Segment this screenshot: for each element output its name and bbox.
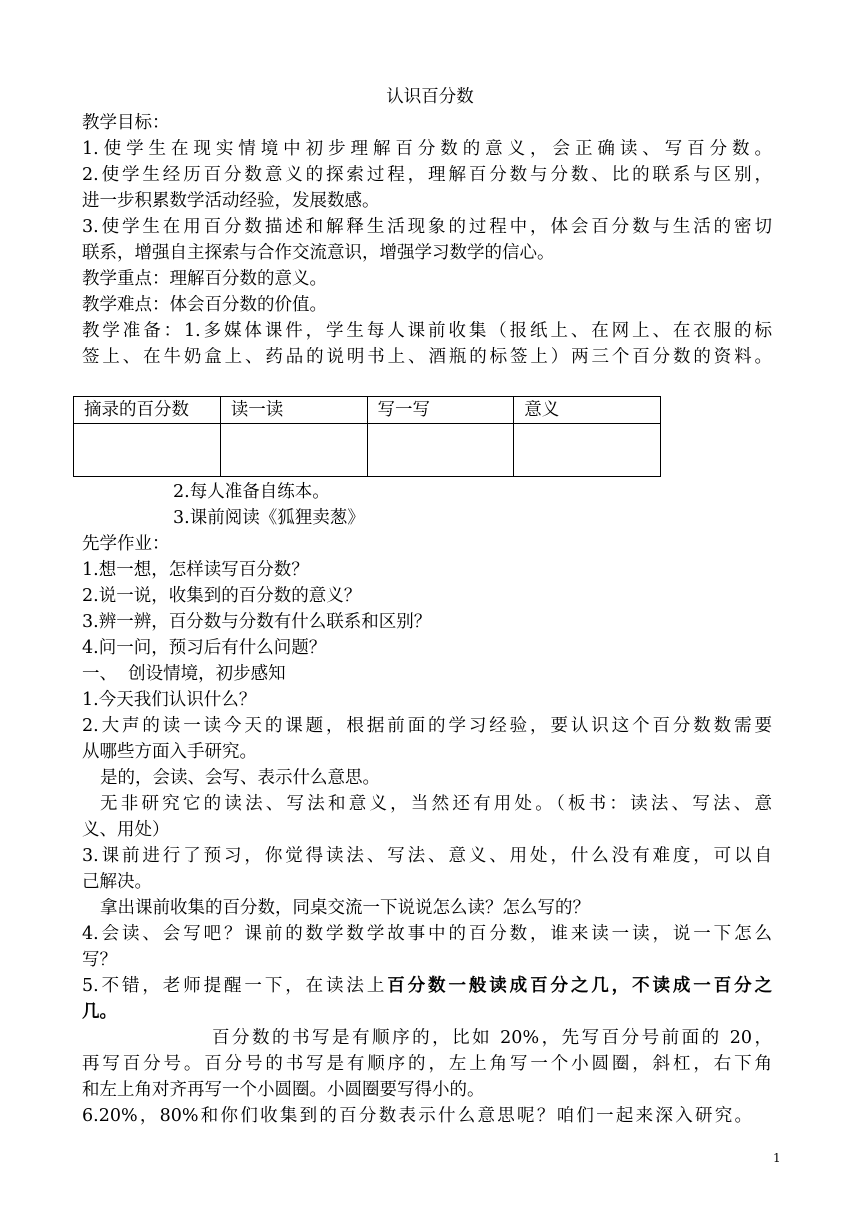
- body-line: 再写百分号。百分号的书写是有顺序的，左上角写一个小圆圈，斜杠，右下角: [82, 1054, 772, 1074]
- objective-line: 1.使学生在现实情境中初步理解百分数的意义，会正确读、写百分数。: [82, 139, 772, 159]
- objective-line: 联系，增强自主探索与合作交流意识，增强学习数学的信心。: [82, 243, 555, 263]
- preview-item: 4.问一问，预习后有什么问题？: [82, 638, 327, 658]
- emphasis-text: 百分数一般读成百分之几，不读成一百分之: [387, 976, 773, 996]
- page-number: 1: [773, 1151, 781, 1165]
- body-line: 2.大声的读一读今天的课题，根据前面的学习经验，要认识这个百分数数需要: [82, 716, 772, 736]
- body-line: 无非研究它的读法、写法和意义，当然还有用处。（板书：读法、写法、意: [100, 794, 772, 814]
- body-text: 5.不错，老师提醒一下，在读法上: [82, 976, 388, 996]
- prep-item: 2.每人准备自练本。: [173, 482, 330, 502]
- table-header-cell: 摘录的百分数: [74, 397, 221, 424]
- table-cell: [220, 424, 367, 477]
- body-line: 义、用处）: [82, 820, 170, 840]
- body-line: 拿出课前收集的百分数，同桌交流一下说说怎么读？怎么写的？: [100, 898, 590, 918]
- objective-line: 2.使学生经历百分数意义的探索过程，理解百分数与分数、比的联系与区别，: [82, 165, 772, 185]
- key-point: 教学重点：理解百分数的意义。: [82, 269, 327, 289]
- body-line: 4.会读、会写吧？课前的数学数学故事中的百分数，谁来读一读，说一下怎么: [82, 924, 772, 944]
- body-line: 百分数的书写是有顺序的，比如 20%，先写百分号前面的 20，: [212, 1028, 772, 1048]
- emphasis-text: 几。: [82, 1002, 117, 1022]
- table-cell: [514, 424, 661, 477]
- table-header-cell: 意义: [514, 397, 661, 424]
- prep-item: 3.课前阅读《狐狸卖葱》: [173, 508, 365, 528]
- objective-line: 进一步积累数学活动经验，发展数感。: [82, 191, 380, 211]
- body-line: 是的，会读、会写、表示什么意思。: [100, 768, 380, 788]
- table-header-cell: 写一写: [367, 397, 514, 424]
- preparation-line: 签上、在牛奶盒上、药品的说明书上、酒瓶的标签上）两三个百分数的资料。: [82, 347, 772, 367]
- objectives-heading: 教学目标：: [82, 113, 170, 133]
- preview-heading: 先学作业：: [82, 534, 170, 554]
- body-line: 6.20%，80%和你们收集到的百分数表示什么意思呢？咱们一起来深入研究。: [82, 1106, 752, 1126]
- percent-record-table: [73, 396, 661, 477]
- table-cell: [74, 424, 221, 477]
- section-heading: 一、 创设情境，初步感知: [82, 664, 286, 684]
- document-title: 认识百分数: [386, 87, 474, 107]
- preview-item: 1.想一想，怎样读写百分数？: [82, 560, 309, 580]
- table-header-row: [74, 397, 661, 424]
- body-line: 写？: [82, 950, 117, 970]
- difficulty: 教学难点：体会百分数的价值。: [82, 295, 327, 315]
- preview-item: 2.说一说，收集到的百分数的意义？: [82, 586, 362, 606]
- table-header-cell: 读一读: [220, 397, 367, 424]
- body-line: 从哪些方面入手研究。: [82, 742, 257, 762]
- table-cell: [367, 424, 514, 477]
- objective-line: 3.使学生在用百分数描述和解释生活现象的过程中，体会百分数与生活的密切: [82, 217, 772, 237]
- preparation-line: 教学准备：1.多媒体课件，学生每人课前收集（报纸上、在网上、在衣服的标: [82, 321, 772, 341]
- preview-item: 3.辨一辨，百分数与分数有什么联系和区别？: [82, 612, 432, 632]
- table-row: [74, 424, 661, 477]
- body-line: 和左上角对齐再写一个小圆圈。小圆圈要写得小的。: [82, 1080, 485, 1100]
- body-line: 己解决。: [82, 872, 152, 892]
- body-line: 1.今天我们认识什么？: [82, 690, 257, 710]
- body-line-emphasis: [82, 973, 772, 999]
- body-line: 3.课前进行了预习，你觉得读法、写法、意义、用处，什么没有难度，可以自: [82, 846, 772, 866]
